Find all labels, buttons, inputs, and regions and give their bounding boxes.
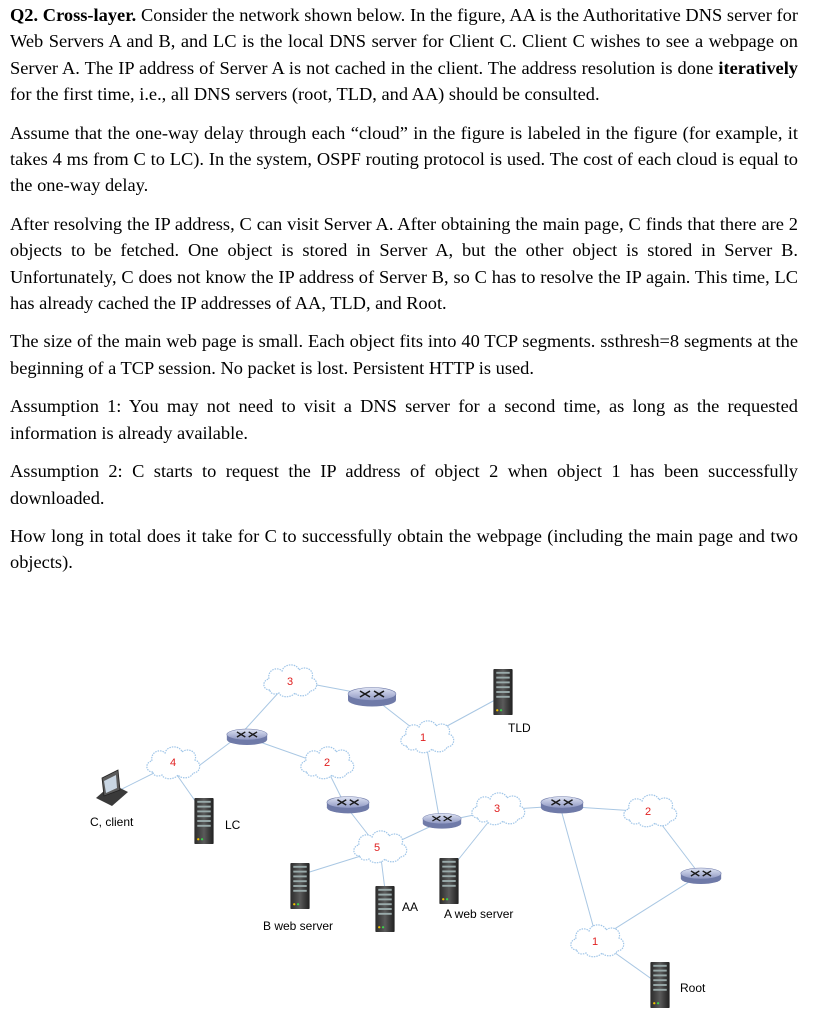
client-node: [90, 770, 134, 829]
server-icon: [493, 669, 512, 715]
paragraph-assumption-2: Assumption 2: C starts to request the IP address of object 2 when object 1 has been successfully downloaded.: [10, 461, 798, 508]
svg-text:C, client: C, client: [90, 815, 134, 829]
cloud-right: [624, 795, 677, 827]
question-heading: Q2. Cross-layer.: [10, 5, 137, 25]
svg-text:B web server: B web server: [263, 919, 334, 933]
svg-text:LC: LC: [225, 818, 241, 832]
router-icon: [227, 729, 267, 745]
tld-node: [493, 669, 531, 735]
svg-text:3: 3: [493, 803, 501, 815]
server-icon: [375, 886, 394, 932]
paragraph-assumption-1: Assumption 1: You may not need to visit a DNS server for a second time, as long as the requested information is already available.: [10, 396, 798, 443]
svg-text:4: 4: [169, 757, 177, 769]
cloud-a: [472, 793, 525, 825]
router-icon: [541, 797, 583, 814]
svg-text:5: 5: [373, 842, 381, 854]
server-icon: [439, 858, 458, 904]
svg-text:Root: Root: [680, 981, 706, 995]
server-icon: [194, 798, 213, 844]
router-icon: [348, 688, 396, 707]
router-icon: [327, 797, 369, 814]
aa-node: [375, 886, 418, 932]
svg-text:TLD: TLD: [508, 721, 531, 735]
svg-text:AA: AA: [402, 900, 419, 914]
svg-text:3: 3: [286, 676, 294, 688]
routers: [227, 688, 721, 884]
svg-text:A web server: A web server: [444, 907, 514, 921]
router-icon: [423, 813, 461, 828]
router-icon: [681, 868, 721, 884]
svg-text:2: 2: [323, 757, 331, 769]
a-server-node: [439, 858, 513, 921]
root-node: [650, 962, 706, 1008]
cloud-root: [571, 925, 624, 957]
cloud-c-lc: [147, 747, 200, 779]
paragraph-delay: Assume that the one-way delay through each “cloud” in the figure is labeled in the figure (for example, it takes 4 ms from C to LC). In the system, OSPF routing protocol is used. The cost of each cloud is equal to the one-way delay.: [10, 122, 798, 196]
svg-text:1: 1: [419, 732, 427, 744]
lc-node: [194, 798, 240, 844]
svg-text:1: 1: [591, 936, 599, 948]
server-icon: [290, 863, 309, 909]
paragraph-question: How long in total does it take for C to successfully obtain the webpage (including the main page and two objects).: [10, 525, 798, 573]
cloud-mid: [301, 747, 354, 779]
paragraph-objects: After resolving the IP address, C can visit Server A. After obtaining the main page, C finds that there are 2 objects to be fetched. One object is stored in Server A, but the other object is stored in Server B. Unfortunately, C does not know the IP address of Server B, so C has to resolve the IP again. This time, LC has already cached the IP addresses of AA, TLD, and Root.: [10, 213, 798, 314]
emphasis-iteratively: iteratively: [718, 57, 798, 78]
b-server-node: [263, 863, 333, 933]
server-icon: [650, 962, 669, 1008]
cloud-aa: [354, 831, 407, 863]
paragraph-tcp: The size of the main web page is small. Each object fits into 40 TCP segments. ssthresh=8 segments at the beginning of a TCP session. No packet is lost. Persistent HTTP is used.: [10, 331, 798, 378]
svg-text:2: 2: [644, 806, 652, 818]
paragraph-intro: Q2. Cross-layer. Consider the network shown below. In the figure, AA is the Authoritative DNS server for Web Servers A and B, and LC is the local DNS server for Client C. Client C wishes to see a webpage on Server A. The IP address of Server A is not cached in the client. The address resolution is done iteratively for the first time, i.e., all DNS servers (root, TLD, and AA) should be consulted.: [10, 5, 798, 105]
cloud-top: [264, 665, 317, 697]
